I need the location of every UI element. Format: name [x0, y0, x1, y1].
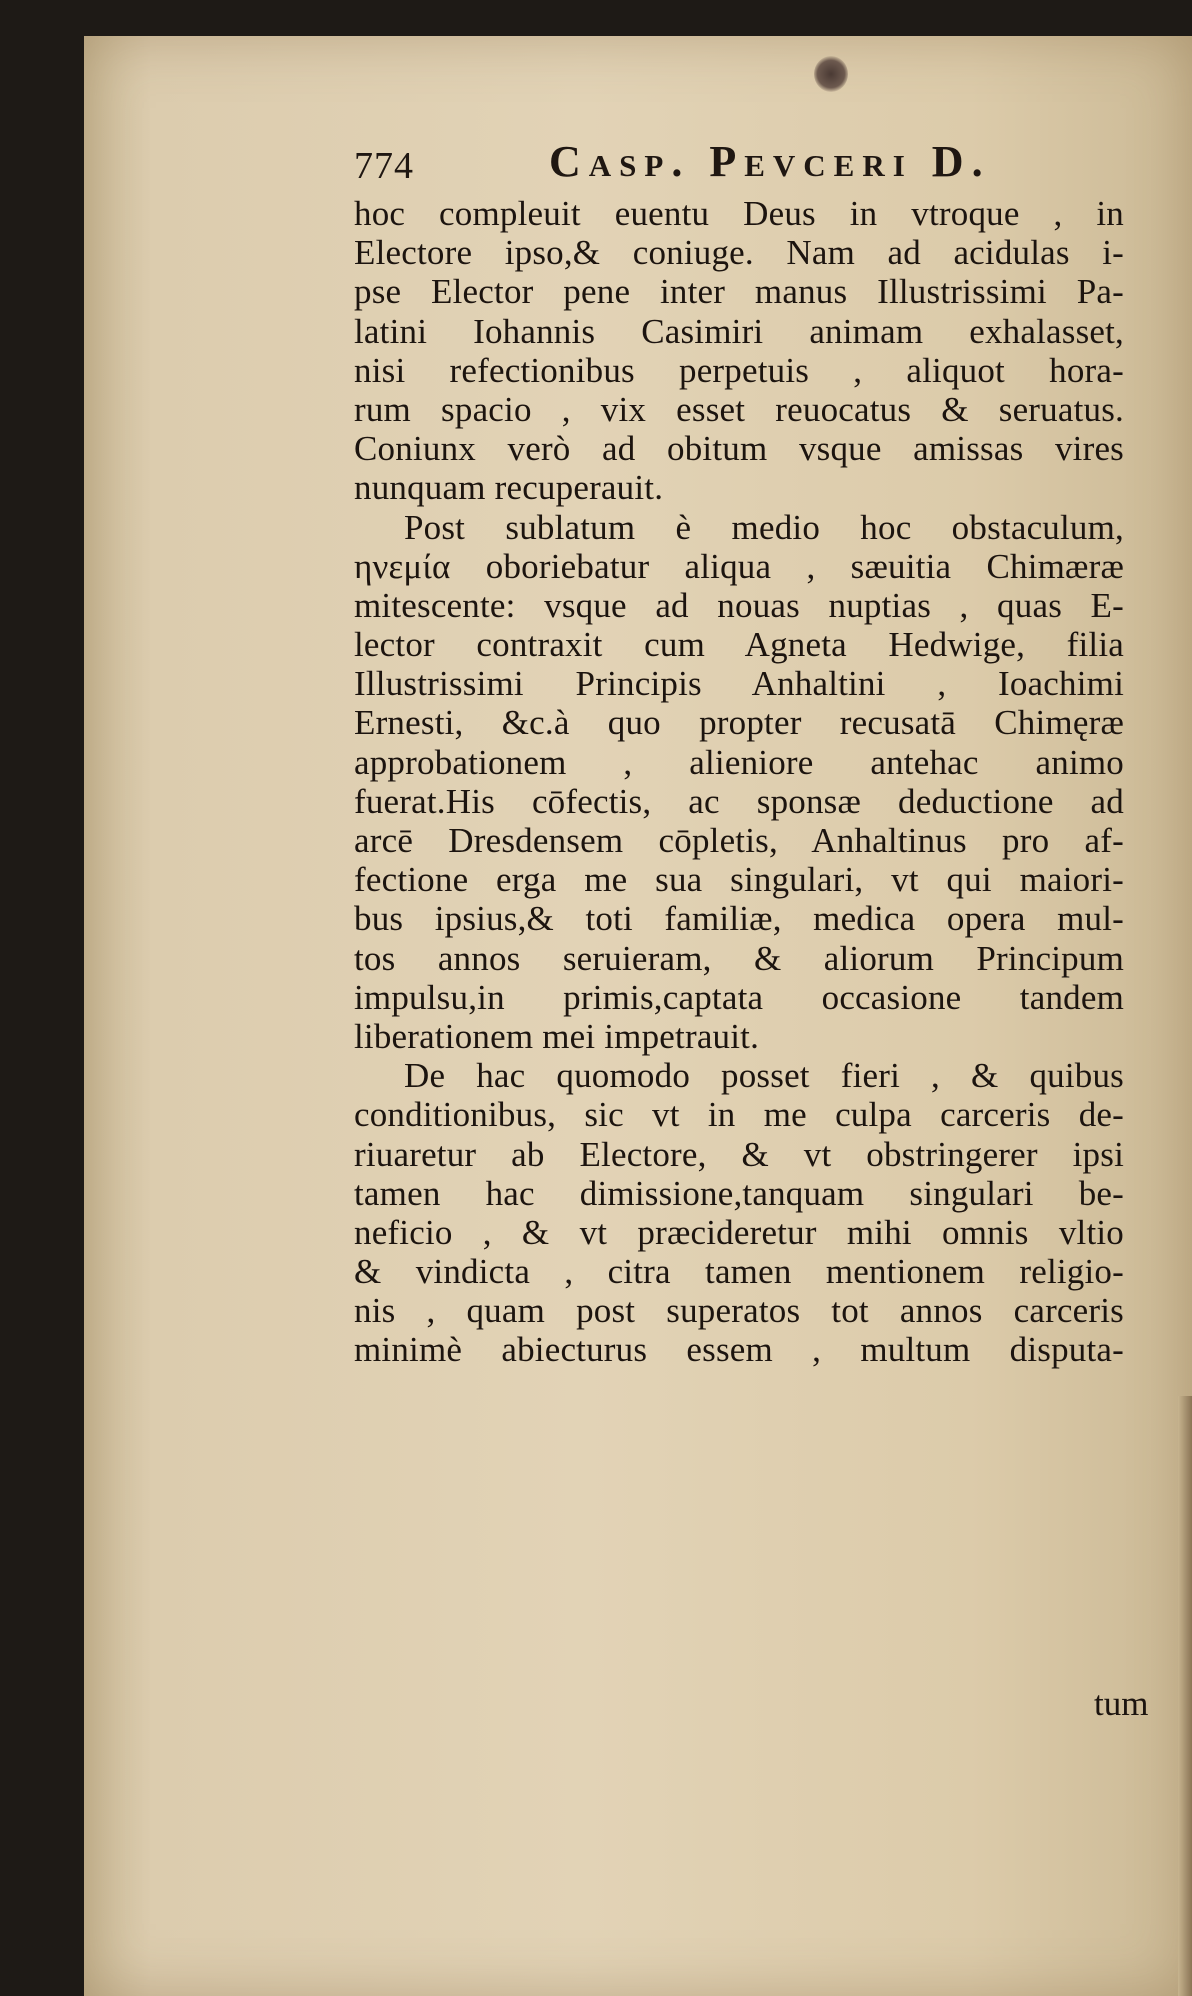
catchword: tum	[1094, 1684, 1149, 1723]
text-line: nisi refectionibus perpetuis , aliquot hora-	[354, 350, 1124, 390]
text-line: lector contraxit cum Agneta Hedwige, filia	[354, 625, 1124, 665]
text-line: rum spacio , vix esset reuocatus & seruatus.	[354, 389, 1124, 429]
text-line: neficio , & vt præcideretur mihi omnis vltio	[354, 1212, 1124, 1252]
text-line: nis , quam post superatos tot annos carceris	[354, 1291, 1124, 1331]
text-line: bus ipsius,& toti familiæ, medica opera mul-	[354, 899, 1124, 939]
text-line: conditionibus, sic vt in me culpa carceris de-	[354, 1095, 1124, 1135]
running-title: Casp. Pevceri D.	[549, 137, 991, 186]
text-line: Illustrissimi Principis Anhaltini , Ioachimi	[354, 664, 1124, 704]
book-page	[84, 36, 1192, 1996]
text-line: pse Elector pene inter manus Illustrissimi Pa-	[354, 272, 1124, 312]
text-line: Coniunx verò ad obitum vsque amissas vires	[354, 429, 1124, 469]
text-line: nunquam recuperauit.	[354, 468, 664, 508]
text-line: ηνεμία oboriebatur aliqua , sæuitia Chimæræ	[354, 546, 1124, 586]
text-line: tamen hac dimissione,tanquam singulari be-	[354, 1173, 1124, 1213]
page-edge-shadow	[1178, 1396, 1192, 1996]
text-line: impulsu,in primis,captata occasione tandem	[354, 977, 1124, 1017]
text-line: fuerat.His cōfectis, ac sponsæ deductione ad	[354, 781, 1124, 821]
page-number: 774	[354, 145, 414, 187]
text-line: riuaretur ab Electore, & vt obstringerer ipsi	[354, 1134, 1124, 1174]
text-line: fectione erga me sua singulari, vt qui maiori-	[354, 860, 1124, 900]
text-line: mitescente: vsque ad nouas nuptias , quas E-	[354, 585, 1124, 625]
body-text	[354, 194, 1124, 1370]
ink-stain	[814, 56, 848, 92]
text-line: tos annos seruieram, & aliorum Principum	[354, 938, 1124, 978]
text-line: liberationem mei impetrauit.	[354, 1016, 760, 1056]
text-line: Post sublatum è medio hoc obstaculum,	[404, 507, 1124, 547]
running-head	[354, 136, 1114, 196]
text-line: hoc compleuit euentu Deus in vtroque , in	[354, 194, 1124, 233]
text-line: latini Iohannis Casimiri animam exhalasset,	[354, 311, 1124, 351]
text-line: minimè abiecturus essem , multum disputa-	[354, 1330, 1124, 1370]
text-line: & vindicta , citra tamen mentionem religio-	[354, 1252, 1124, 1292]
text-line: arcē Dresdensem cōpletis, Anhaltinus pro af-	[354, 821, 1124, 860]
text-line: De hac quomodo posset fieri , & quibus	[404, 1056, 1124, 1096]
text-line: Ernesti, &c.à quo propter recusatā Chimęræ	[354, 703, 1124, 743]
text-line: approbationem , alieniore antehac animo	[354, 742, 1124, 782]
text-line: Electore ipso,& coniuge. Nam ad acidulas i-	[354, 233, 1124, 273]
